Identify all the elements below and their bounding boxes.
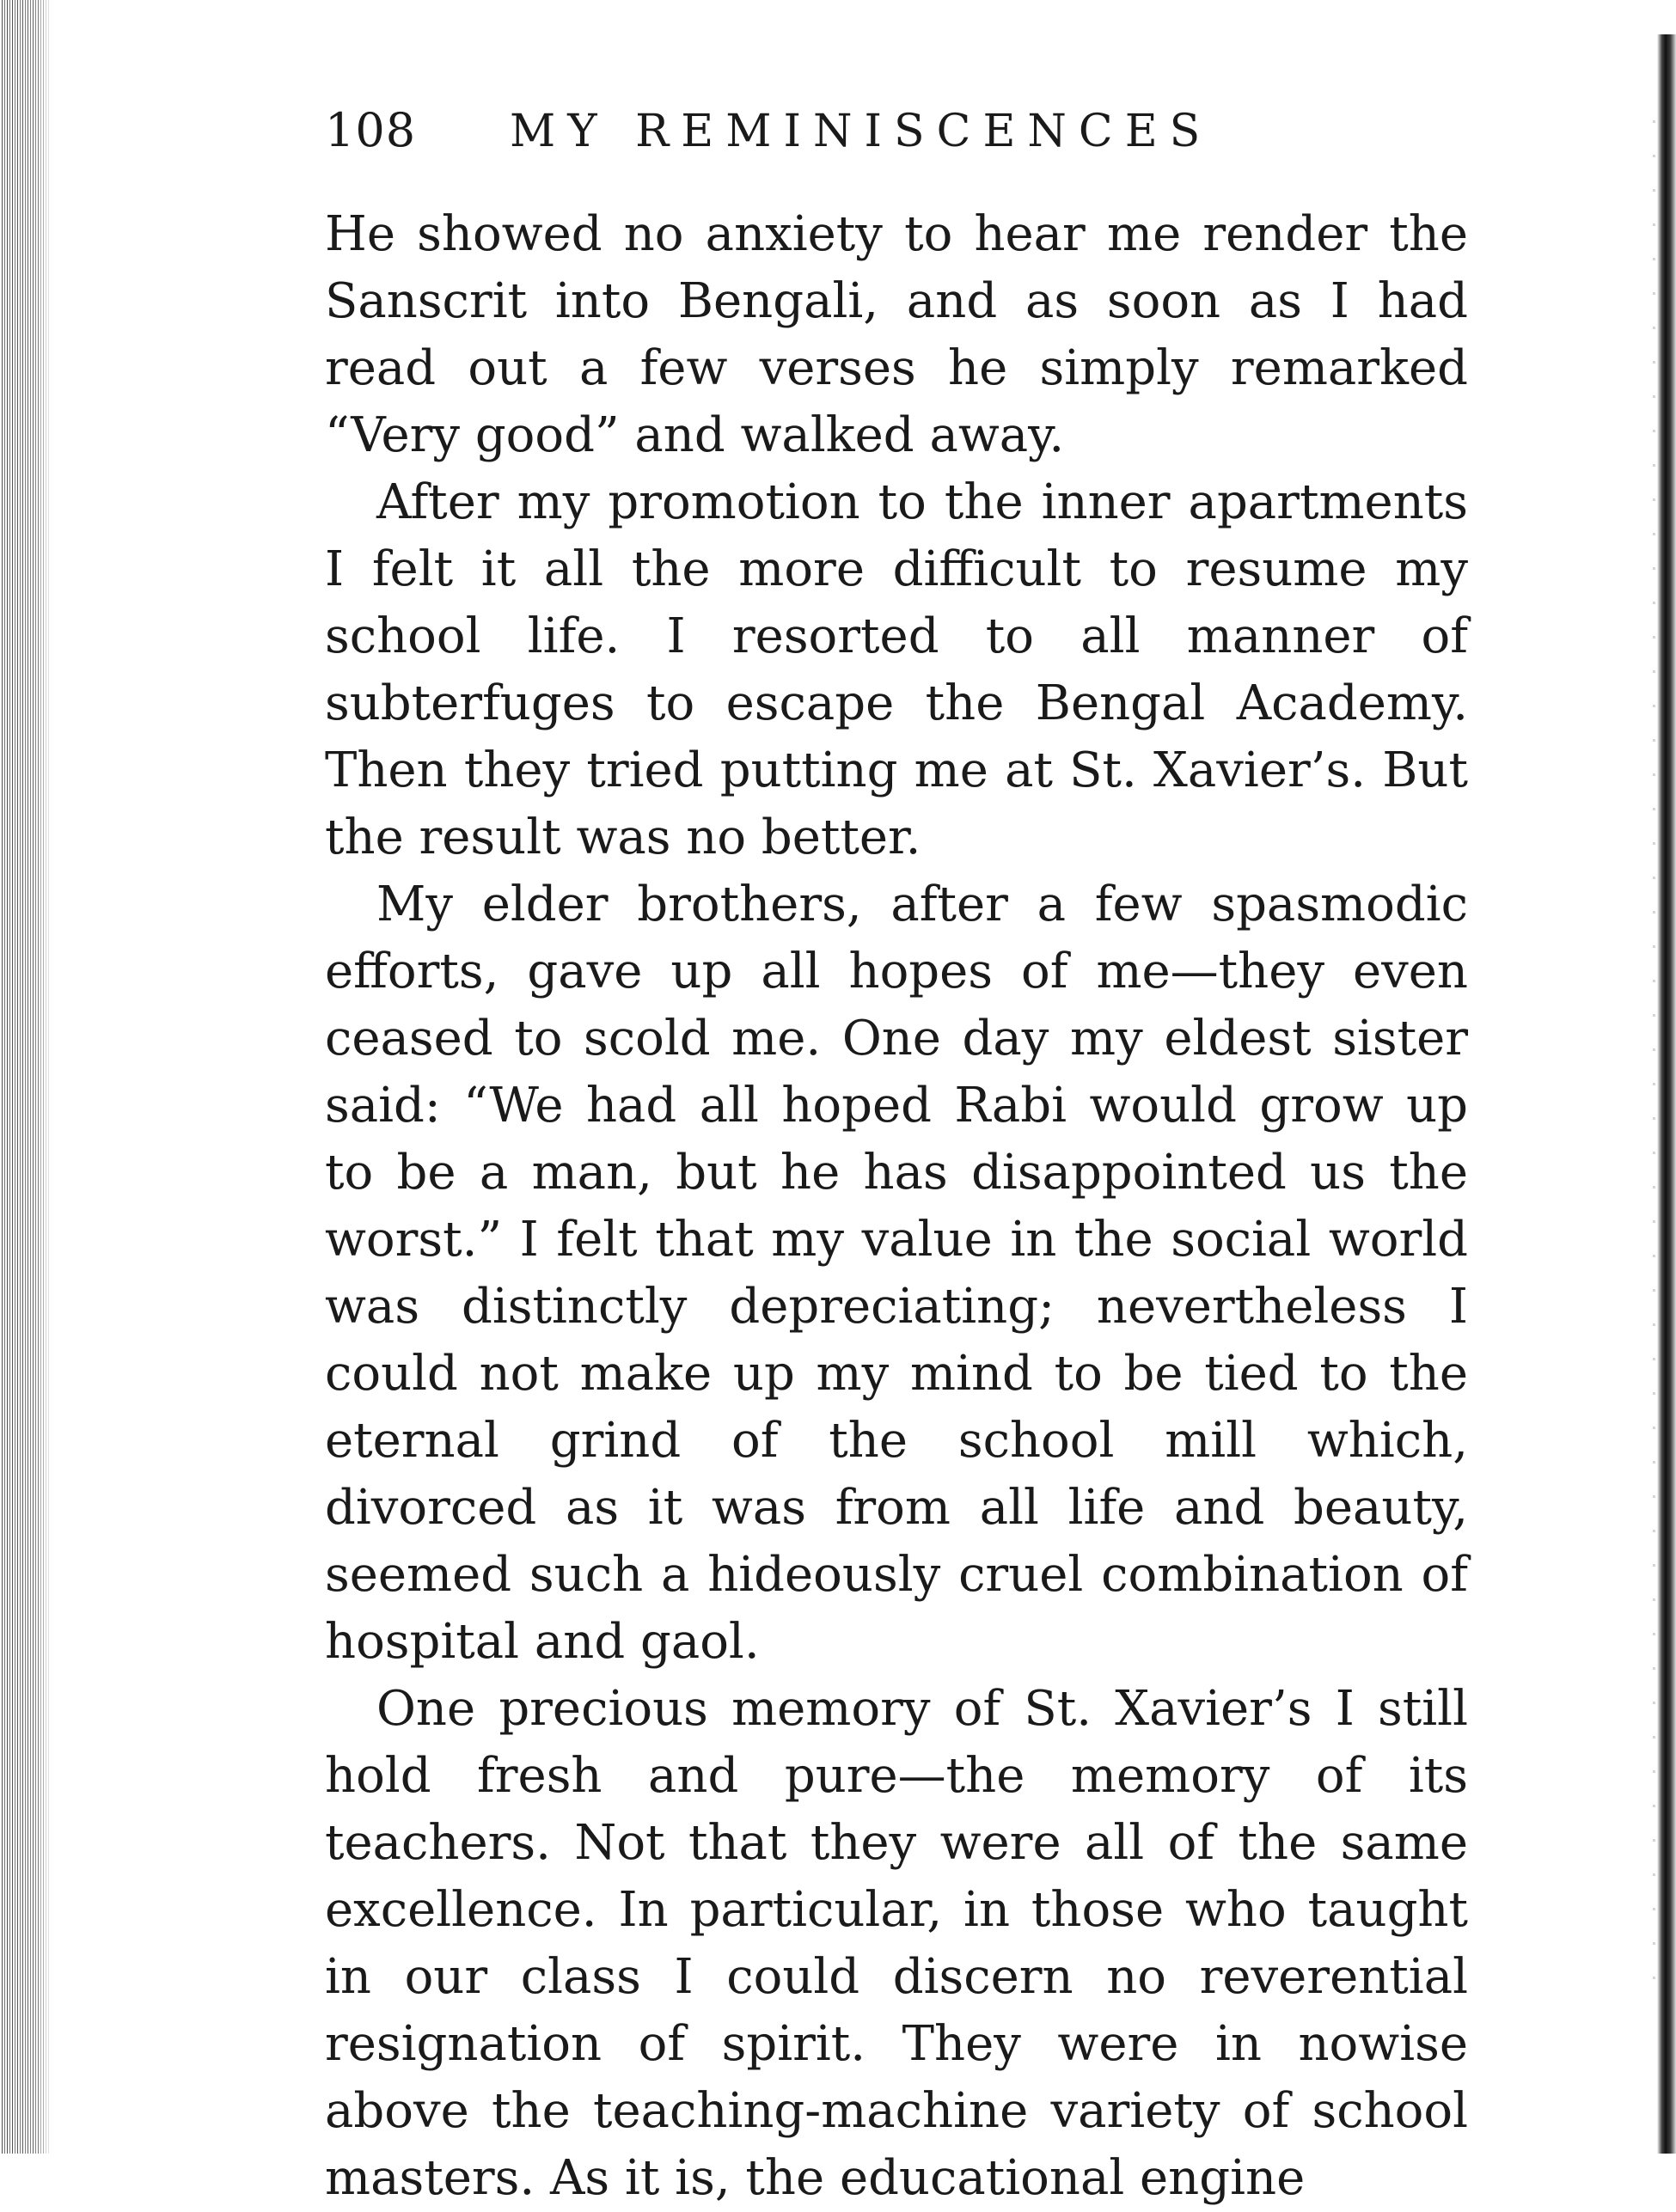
book-page [325, 103, 1468, 2212]
running-head [325, 103, 1468, 172]
paragraph: My elder brothers, after a few spasmodic efforts, gave up all hopes of me—they even ceased to scold me. One day my eldest sister said: “We had all hoped Rabi would grow up to be a man, but he has disappointed us the worst.” I felt that my value in the social world was distinctly depreciating; nevertheless I could not make up my mind to be tied to the eternal grind of the school mill which, divorced as it was from all life and beauty, seemed such a hideously cruel combination of hospital and gaol. [325, 877, 1468, 1670]
page-number: 108 [325, 103, 417, 157]
paragraph: One precious memory of St. Xavier’s I still hold fresh and pure—the memory of its teachers. Not that they were all of the same excellence. In particular, in those who taught in our class I could discern no reverential resignation of spirit. They were in nowise above the teaching-machine variety of school masters. As it is, the educational engine [325, 1681, 1468, 2206]
running-title: MY REMINISCENCES [510, 106, 1213, 157]
page-edge [1657, 34, 1676, 2154]
binding-shadow [0, 0, 52, 2154]
paragraph: After my promotion to the inner apartments I felt it all the more difficult to resume my school life. I resorted to all manner of subterfuges to escape the Bengal Academy. Then they tried putting me at St. Xavier’s. But the result was no better. [325, 474, 1468, 865]
paragraph-continued: He showed no anxiety to hear me render the Sanscrit into Bengali, and as soon as I had read out a few verses he simply remarked “Very good” and walked away. [325, 206, 1468, 463]
body-text [325, 201, 1468, 2212]
page-edge-specks [1653, 120, 1655, 2011]
